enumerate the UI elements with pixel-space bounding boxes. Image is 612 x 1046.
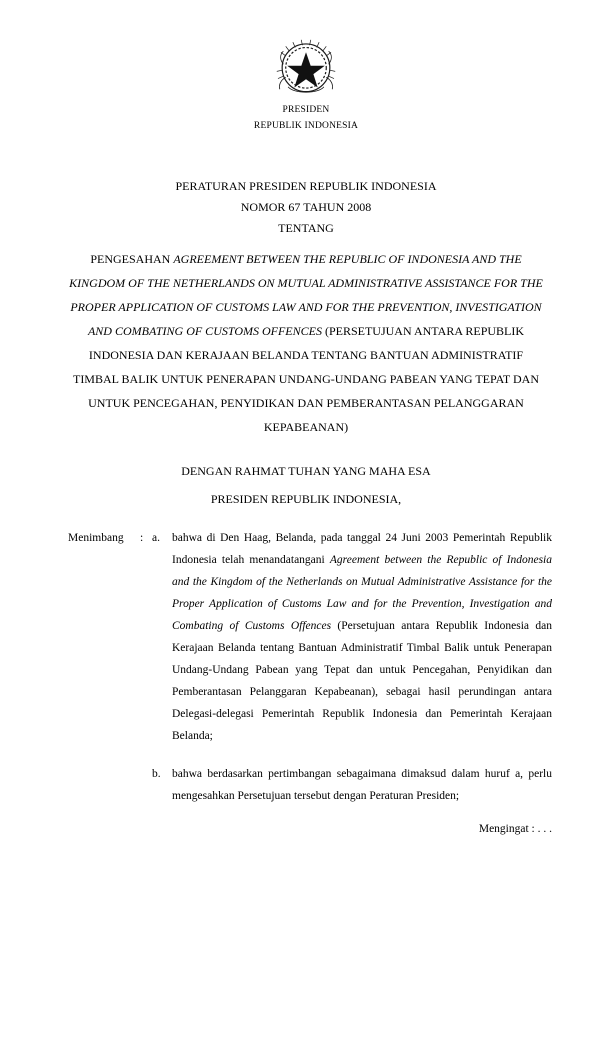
title-main-italic: AGREEMENT BETWEEN THE REPUBLIC OF INDONESIA AND THE KINGDOM OF THE NETHERLANDS ON MUTUAL ADMINISTRATIVE ASSISTANCE FOR THE PROPER APPLICATION OF CUSTOMS LAW AND FOR THE PREVENTION, INVESTIGATION AND COMBATING OF CUSTOMS OFFENCES [69,252,543,338]
considerans-colon: : [140,532,144,544]
next-page-indicator: Mengingat : . . . [478,823,552,835]
emblem-caption-line2: REPUBLIK INDONESIA [253,121,359,131]
considerans-item-b [68,763,552,807]
considerans-item-a [68,527,552,747]
subtitle-block [0,457,612,513]
considerans-letter-a: a. [152,532,160,544]
considerans-a-italic: Agreement between the Republic of Indonesia and the Kingdom of the Netherlands on Mutual Administrative Assistance for the Proper Application of Customs Law and for the Prevention, Investigation and Combating of Customs Offences [172,554,552,632]
title-line-number: NOMOR 67 TAHUN 2008 [240,200,372,214]
title-line-regulation: PERATURAN PRESIDEN REPUBLIK INDONESIA [175,179,437,193]
emblem-caption-line1: PRESIDEN [282,105,330,115]
considerans-text-a [172,527,552,747]
document-page [0,38,612,1046]
emblem-block [0,38,612,132]
considerans-a-part2: (Persetujuan antara Republik Indonesia dan Kerajaan Belanda tentang Bantuan Administratif Timbal Balik untuk Penerapan Undang-Undang Pabean yang Tepat dan untuk Pencegahan, Penyidikan dan Pemberantasan Pelanggaran Kepabeanan), sebagai hasil perundingan antara Delegasi-delegasi Pemerintah Republik Indonesia dan Pemerintah Kerajaan Belanda; [172,620,552,742]
subtitle-president: PRESIDEN REPUBLIK INDONESIA, [210,492,402,506]
title-line-about: TENTANG [278,221,334,235]
considerans-label: Menimbang [68,532,124,544]
document-title-block [0,176,612,439]
star-icon [287,52,325,87]
title-main-prefix: PENGESAHAN [90,252,174,266]
considerans-section [0,527,612,807]
title-main-text [0,247,612,439]
considerans-text-b: bahwa berdasarkan pertimbangan sebagaimana dimaksud dalam huruf a, perlu mengesahkan Persetujuan tersebut dengan Peraturan Presiden; [172,768,552,802]
considerans-a-part1: bahwa di Den Haag, Belanda, pada tanggal 24 Juni 2003 Pemerintah Republik Indonesia telah menandatangani [172,532,552,566]
garuda-star-emblem-icon [270,38,342,100]
subtitle-blessing: DENGAN RAHMAT TUHAN YANG MAHA ESA [181,464,431,478]
title-main-suffix: (PERSETUJUAN ANTARA REPUBLIK INDONESIA DAN KERAJAAN BELANDA TENTANG BANTUAN ADMINISTRATIF TIMBAL BALIK UNTUK PENERAPAN UNDANG-UNDANG PABEAN YANG TEPAT DAN UNTUK PENCEGAHAN, PENYIDIKAN DAN PEMBERANTASAN PELANGGARAN KEPABEANAN) [72,324,540,434]
considerans-letter-b: b. [152,768,161,780]
